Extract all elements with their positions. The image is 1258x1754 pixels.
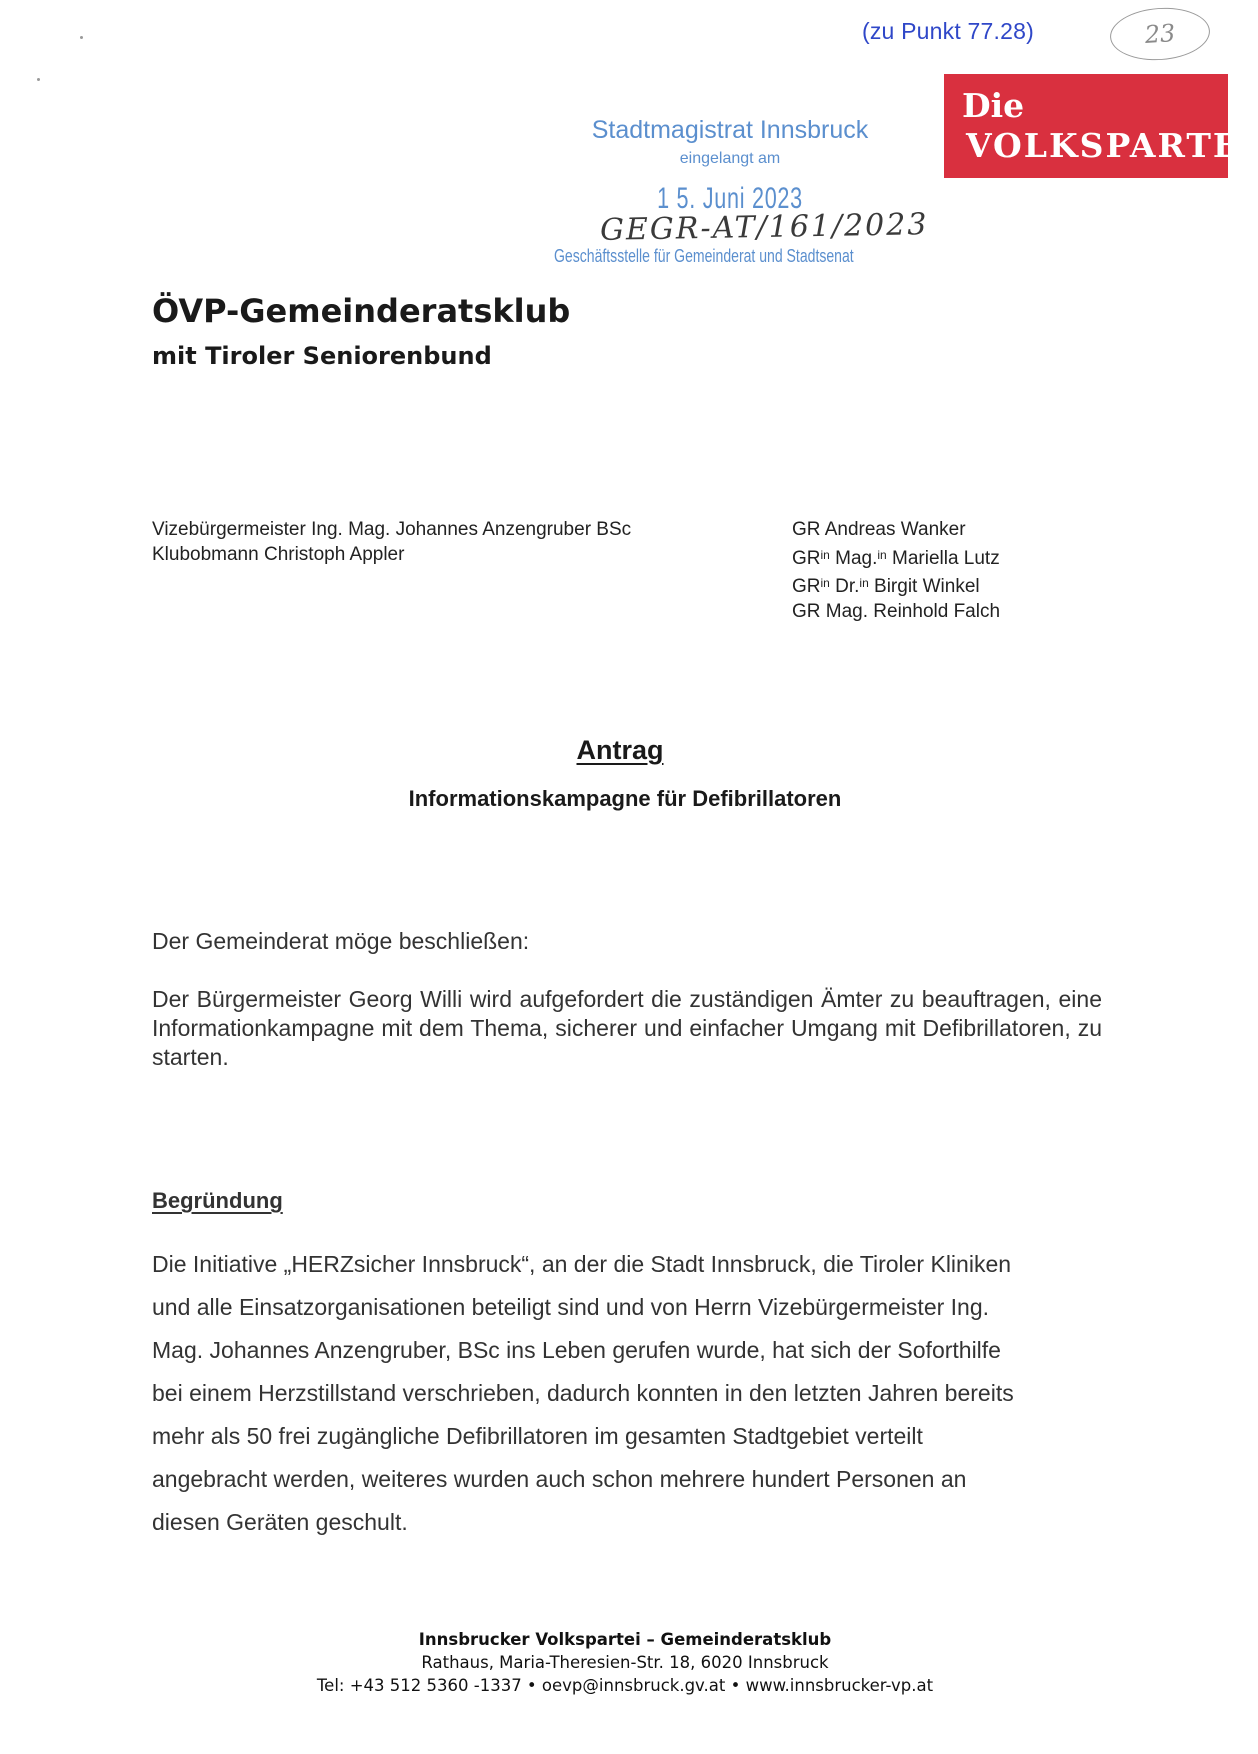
justification-heading: Begründung — [152, 1188, 283, 1213]
signatory: GR Mag. Reinhold Falch — [792, 600, 1001, 622]
justification-text — [152, 1243, 1112, 1544]
signatory: $GR^{in}$ Dr.$^{in}$ Birgit Winkel — [792, 576, 980, 597]
stamp-authority: Stadtmagistrat Innsbruck — [591, 116, 869, 144]
handwritten-page-number — [1108, 5, 1211, 64]
reference-note: (zu Punkt 77.28) — [862, 18, 1034, 44]
page-number-text: 23 — [1143, 18, 1177, 50]
footer — [0, 1628, 1250, 1697]
footer-organization: Innsbrucker Volkspartei – Gemeinderatsklub — [418, 1630, 832, 1649]
justification-line: bei einem Herzstillstand verschrieben, dadurch konnten in den letzten Jahren bereits — [152, 1380, 1014, 1406]
signatories-right — [792, 518, 1000, 624]
justification-line: Die Initiative „HERZsicher Innsbruck“, an der die Stadt Innsbruck, die Tiroler Kliniken — [152, 1251, 1012, 1277]
club-subtitle: mit Tiroler Seniorenbund — [152, 342, 492, 370]
justification-line: diesen Geräten geschult. — [152, 1509, 408, 1535]
scan-speck — [80, 36, 83, 39]
document-subject: Informationskampagne für Defibrillatoren — [408, 786, 842, 811]
footer-contact: Tel: +43 512 5360 -1337 • oevp@innsbruck.gv.at • www.innsbrucker-vp.at — [316, 1676, 934, 1695]
footer-address: Rathaus, Maria-Theresien-Str. 18, 6020 Innsbruck — [421, 1653, 829, 1672]
motion-text: Der Bürgermeister Georg Willi wird aufgefordert die zuständigen Ämter zu beauftragen, eine Informationkampagne mit dem Thema, sicherer und einfacher Umgang mit Defibrillatoren, zu starten. — [152, 986, 1102, 1070]
signatory: Klubobmann Christoph Appler — [152, 543, 405, 565]
signatories-left — [152, 518, 631, 567]
stamp-office: Geschäftsstelle für Gemeinderat und Stadtsenat — [554, 246, 854, 266]
club-name: ÖVP-Gemeinderatsklub — [152, 292, 571, 330]
received-stamp — [554, 112, 929, 272]
stamp-handwritten-reference: GEGR-AT/161/2023 — [599, 207, 929, 248]
signatory: Vizebürgermeister Ing. Mag. Johannes Anzengruber BSc — [152, 519, 632, 540]
signatory: $GR^{in}$ Mag.$^{in}$ Mariella Lutz — [792, 547, 1000, 569]
motion-intro: Der Gemeinderat möge beschließen: — [152, 928, 530, 954]
logo-line-2: VOLKSPARTEI — [966, 126, 1258, 165]
justification-line: und alle Einsatzorganisationen beteiligt sind und von Herrn Vizebürgermeister Ing. — [152, 1294, 990, 1320]
document-title: Antrag — [576, 735, 664, 765]
signatory: GR Andreas Wanker — [792, 519, 966, 540]
party-logo — [944, 74, 1258, 178]
stamp-received-label: eingelangt am — [679, 150, 781, 167]
stamp-date: 1 5. Juni 2023 — [657, 182, 803, 215]
justification-line: mehr als 50 frei zugängliche Defibrillatoren im gesamten Stadtgebiet verteilt — [152, 1423, 923, 1449]
logo-line-1: Die — [962, 86, 1025, 125]
justification-line: Mag. Johannes Anzengruber, BSc ins Leben gerufen wurde, hat sich der Soforthilfe — [152, 1337, 1001, 1363]
scan-speck — [37, 78, 40, 81]
justification-line: angebracht werden, weiteres wurden auch schon mehrere hundert Personen an — [152, 1466, 967, 1492]
